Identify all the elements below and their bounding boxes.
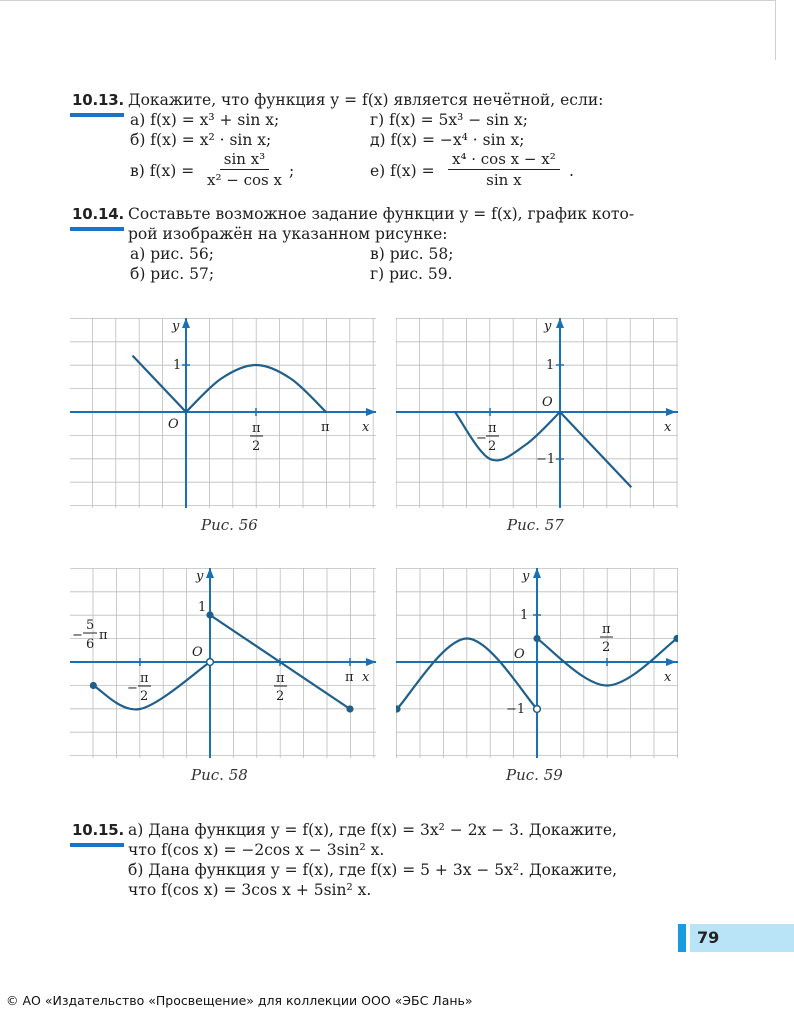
- figure-58: [70, 568, 376, 758]
- problem-10-15-b1: б) Дана функция y = f(x), где f(x) = 5 + 3x − 5x². Докажите,: [128, 861, 618, 879]
- label-origin: O: [192, 645, 203, 660]
- problem-10-14-item-g: г) рис. 59.: [370, 265, 453, 283]
- label-neg-half-sign: −: [127, 681, 138, 696]
- label-neg56-sign: −: [72, 628, 83, 643]
- problem-number-10-14: 10.14.: [72, 205, 124, 223]
- right-border: [775, 0, 776, 60]
- problem-10-14-line2: рой изображён на указанном рисунке:: [128, 225, 448, 243]
- label-pi: π: [345, 670, 354, 685]
- figure-59: [396, 568, 678, 758]
- label-one: 1: [546, 358, 555, 373]
- label-x: x: [362, 420, 370, 435]
- copyright-notice: © АО «Издательство «Просвещение» для коллекции ООО «ЭБС Лань»: [6, 993, 473, 1008]
- problem-underline: [70, 227, 124, 231]
- fraction-v: [203, 150, 286, 189]
- caption-57: Рис. 57: [507, 516, 564, 534]
- open-endpoint: [534, 706, 541, 713]
- problem-10-15-b2: что f(cos x) = 3cos x + 5sin² x.: [128, 881, 372, 899]
- fraction-v-denominator: x² − cos x: [207, 171, 282, 189]
- y-axis-arrow: [556, 318, 564, 328]
- problem-10-15-a1: а) Дана функция y = f(x), где f(x) = 3x² − 2x − 3. Докажите,: [128, 821, 617, 839]
- fraction-e-suffix: .: [569, 162, 574, 180]
- x-axis-arrow: [366, 408, 376, 416]
- graph-curve-2: [560, 412, 631, 487]
- top-border: [0, 0, 775, 1]
- problem-10-13-item-v-prefix: в) f(x) =: [130, 162, 195, 180]
- label-half-den: 2: [488, 439, 497, 454]
- problem-10-14-item-v: в) рис. 58;: [370, 245, 454, 263]
- y-axis-arrow: [533, 568, 541, 578]
- label-neg-half-den: 2: [140, 689, 149, 704]
- filled-endpoint: [90, 682, 97, 689]
- x-axis-arrow: [666, 408, 676, 416]
- fraction-v-suffix: ;: [289, 162, 295, 180]
- caption-58: Рис. 58: [191, 766, 248, 784]
- label-x: x: [362, 670, 370, 685]
- figure-57: [396, 318, 678, 508]
- problem-10-13-item-b: б) f(x) = x² · sin x;: [130, 131, 272, 149]
- label-y: y: [544, 319, 552, 334]
- label-origin: O: [542, 395, 553, 410]
- curves: [133, 356, 326, 412]
- label-neg56-num: 5: [86, 618, 95, 633]
- problem-10-14-item-a: а) рис. 56;: [130, 245, 214, 263]
- filled-endpoint: [533, 635, 540, 642]
- problem-underline: [70, 843, 124, 847]
- problem-10-14-line1: Составьте возможное задание функции y = f(x), график кото-: [128, 205, 635, 223]
- label-neg-half-num: π: [140, 671, 149, 686]
- problem-10-15-a2: что f(cos x) = −2cos x − 3sin² x.: [128, 841, 385, 859]
- page-number: 79: [697, 928, 720, 947]
- caption-56: Рис. 56: [201, 516, 258, 534]
- figure-57-graph: [396, 318, 678, 508]
- x-axis-arrow: [666, 658, 676, 666]
- label-one: 1: [520, 608, 529, 623]
- label-half-num: π: [488, 421, 497, 436]
- problem-underline: [70, 113, 124, 117]
- problem-10-14-item-b: б) рис. 57;: [130, 265, 215, 283]
- problem-10-13-item-d: д) f(x) = −x⁴ · sin x;: [370, 131, 525, 149]
- label-y: y: [172, 319, 180, 334]
- fraction-e: [448, 150, 560, 189]
- label-one: 1: [173, 358, 182, 373]
- label-half-den: 2: [252, 439, 261, 454]
- label-half-num: π: [276, 671, 285, 686]
- label-neg56-den: 6: [86, 637, 95, 652]
- label-pi: π: [321, 420, 330, 435]
- label-minus-one: −1: [506, 702, 526, 717]
- y-axis-arrow: [182, 318, 190, 328]
- label-half-sign: −: [476, 431, 487, 446]
- problem-number-10-15: 10.15.: [72, 821, 124, 839]
- label-half-den: 2: [602, 640, 611, 655]
- label-one: 1: [198, 600, 207, 615]
- curves: [455, 412, 631, 487]
- filled-endpoint: [206, 611, 213, 618]
- label-x: x: [664, 420, 672, 435]
- label-origin: O: [168, 417, 179, 432]
- problem-10-13-item-a: а) f(x) = x³ + sin x;: [130, 111, 280, 129]
- label-minus-one: −1: [536, 452, 556, 467]
- label-half-num: π: [252, 421, 261, 436]
- label-half-den: 2: [276, 689, 285, 704]
- figure-58-graph: [70, 568, 376, 758]
- fraction-v-numerator: sin x³: [220, 150, 269, 170]
- label-origin: O: [514, 647, 525, 662]
- y-axis-arrow: [206, 568, 214, 578]
- caption-59: Рис. 59: [506, 766, 563, 784]
- fraction-e-denominator: sin x: [486, 171, 522, 189]
- problem-10-13-intro: Докажите, что функция y = f(x) является нечётной, если:: [128, 91, 604, 109]
- problem-number-10-13: 10.13.: [72, 91, 124, 109]
- page-number-accent: [678, 924, 686, 952]
- label-y: y: [522, 569, 530, 584]
- problem-10-13-item-g: г) f(x) = 5x³ − sin x;: [370, 111, 528, 129]
- label-x: x: [664, 670, 672, 685]
- filled-endpoint: [346, 705, 353, 712]
- figure-56-graph: [70, 318, 376, 508]
- open-endpoint: [207, 659, 214, 666]
- label-neg56-pi: π: [99, 628, 108, 643]
- problem-10-13-item-e-prefix: е) f(x) =: [370, 162, 435, 180]
- label-half-num: π: [602, 622, 611, 637]
- figure-59-graph: [396, 568, 678, 758]
- fraction-e-numerator: x⁴ · cos x − x²: [448, 150, 560, 170]
- figure-56: [70, 318, 376, 508]
- x-axis-arrow: [366, 658, 376, 666]
- label-y: y: [196, 569, 204, 584]
